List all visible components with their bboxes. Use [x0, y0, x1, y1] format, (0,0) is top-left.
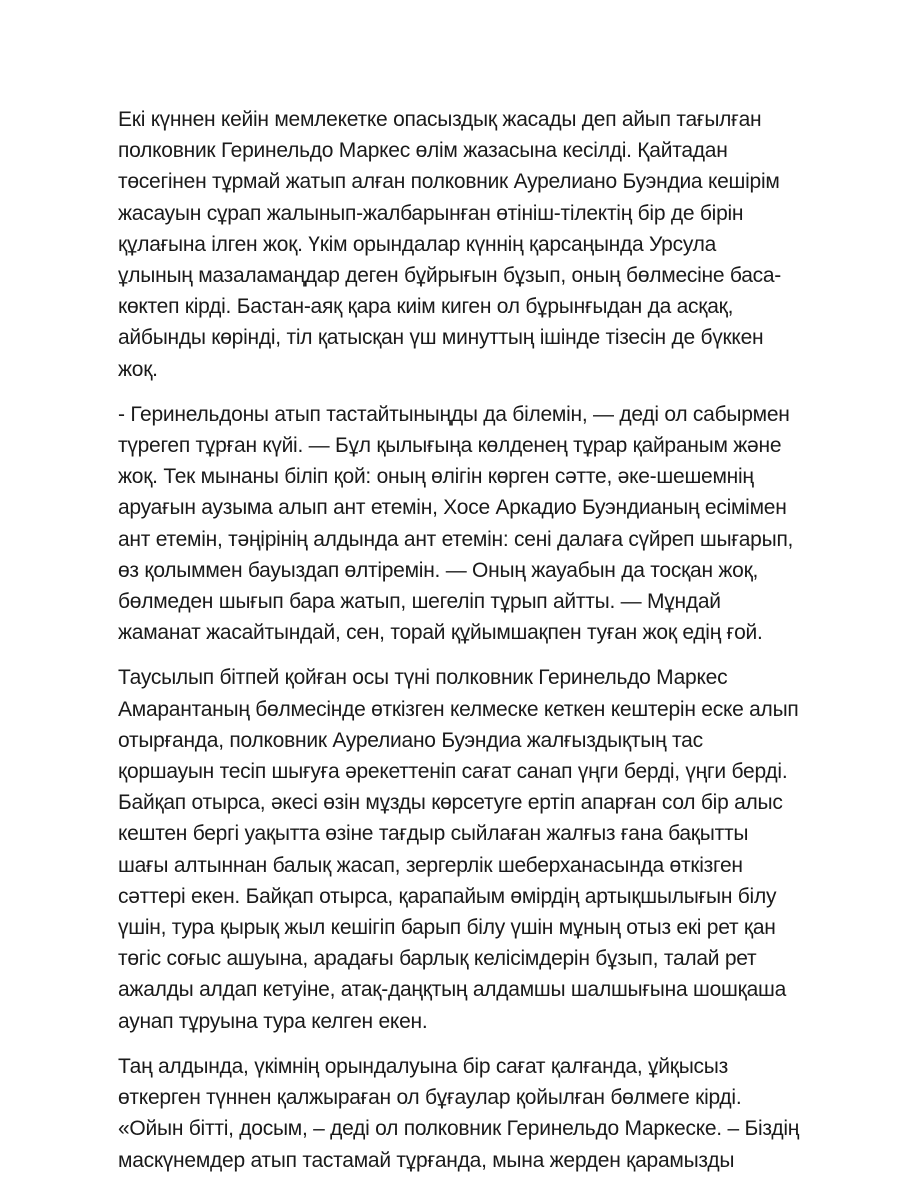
text-line: жаманат жасайтындай, сен, торай құйымшақпен туған жоқ едің ғой. [118, 621, 763, 645]
text-line: түрегеп тұрған күйі. — Бұл қылығыңа көлденең тұрар қайраным және [118, 434, 782, 458]
text-line: жоқ. Тек мынаны біліп қой: оның өлігін көрген сәтте, әке-шешемнің [118, 465, 754, 489]
text-line: аруағын аузыма алып ант етемін, Хосе Аркадио Буэндианың есімімен [118, 496, 787, 520]
paragraph-1 [118, 104, 818, 385]
text-line: төсегінен тұрмай жатып алған полковник Аурелиано Буэндиа кешірім [118, 170, 780, 194]
text-line: көктеп кірді. Бастан-аяқ қара киім киген ол бұрынғыдан да асқақ, [118, 295, 734, 319]
text-line: құлағына ілген жоқ. Үкім орындалар күннің қарсаңында Урсула [118, 232, 717, 256]
text-line: отырғанда, полковник Аурелиано Буэндиа жалғыздықтың тас [118, 728, 703, 752]
text-line: - Геринельдоны атып тастайтыныңды да білемін, — деді ол сабырмен [118, 402, 790, 426]
text-line: қоршауын тесіп шығуға әрекеттеніп сағат санап үңги берді, үңги берді. [118, 760, 788, 784]
text-line: кештен бергі уақытта өзіне тағдыр сыйлаған жалғыз ғана бақытты [118, 822, 749, 846]
paragraph-2 [118, 399, 818, 649]
text-line: маскүнемдер атып тастамай тұрғанда, мына жерден қарамызды [118, 1148, 735, 1172]
text-line: өз қолыммен бауыздап өлтіремін. — Оның жауабын да тосқан жоқ, [118, 558, 759, 582]
text-line: өткерген түннен қалжыраған ол бұғаулар қойылған бөлмеге кірді. [118, 1086, 742, 1110]
text-line: үшін, тура қырық жыл кешігіп барып білу үшін мұның отыз екі рет қан [118, 916, 776, 940]
text-line: аунап тұруына тура келген екен. [118, 1009, 428, 1033]
text-line: ұлының мазаламаңдар деген бұйрығын бұзып, оның бөлмесіне баса- [118, 264, 782, 288]
paragraph-4 [118, 1051, 818, 1176]
text-line: сәттері екен. Байқап отырса, қарапайым өмірдің артықшылығын білу [118, 884, 777, 908]
text-line: Байқап отырса, әкесі өзін мұзды көрсетуге ертіп апарған сол бір алыс [118, 791, 783, 815]
text-line: жасауын сұрап жалынып-жалбарынған өтініш-тілектің бір де бірін [118, 201, 744, 225]
paragraph-3 [118, 662, 818, 1036]
text-line: Таусылып бітпей қойған осы түні полковник Геринельдо Маркес [118, 666, 728, 690]
text-line: төгіс соғыс ашуына, арадағы барлық келісімдерін бұзып, талай рет [118, 947, 757, 971]
text-line: жоқ. [118, 357, 158, 381]
text-line: Екі күннен кейін мемлекетке опасыздық жасады деп айып тағылған [118, 108, 762, 131]
text-line: айбынды көрінді, тіл қатысқан үш минуттың ішінде тізесін де бүккен [118, 326, 764, 350]
text-line: ант етемін, тәңірінің алдында ант етемін: сені далаға сүйреп шығарып, [118, 527, 794, 551]
text-line: Таң алдында, үкімнің орындалуына бір сағат қалғанда, ұйқысыз [118, 1054, 729, 1078]
text-line: ажалды алдап кетуіне, атақ-даңқтың алдамшы шалшығына шошқаша [118, 978, 787, 1002]
text-line: «Ойын бітті, досым, – деді ол полковник Геринельдо Маркеске. – Біздің [118, 1117, 800, 1141]
text-line: Амарантаның бөлмесінде өткізген келмеске кеткен кештерін еске алып [118, 697, 799, 721]
body-text [118, 104, 818, 1190]
text-line: полковник Геринельдо Маркес өлім жазасына кесілді. Қайтадан [118, 139, 728, 163]
text-line: шағы алтыннан балық жасап, зергерлік шеберханасында өткізген [118, 853, 743, 877]
text-line: бөлмеден шығып бара жатып, шегеліп тұрып айтты. — Мұндай [118, 590, 721, 614]
